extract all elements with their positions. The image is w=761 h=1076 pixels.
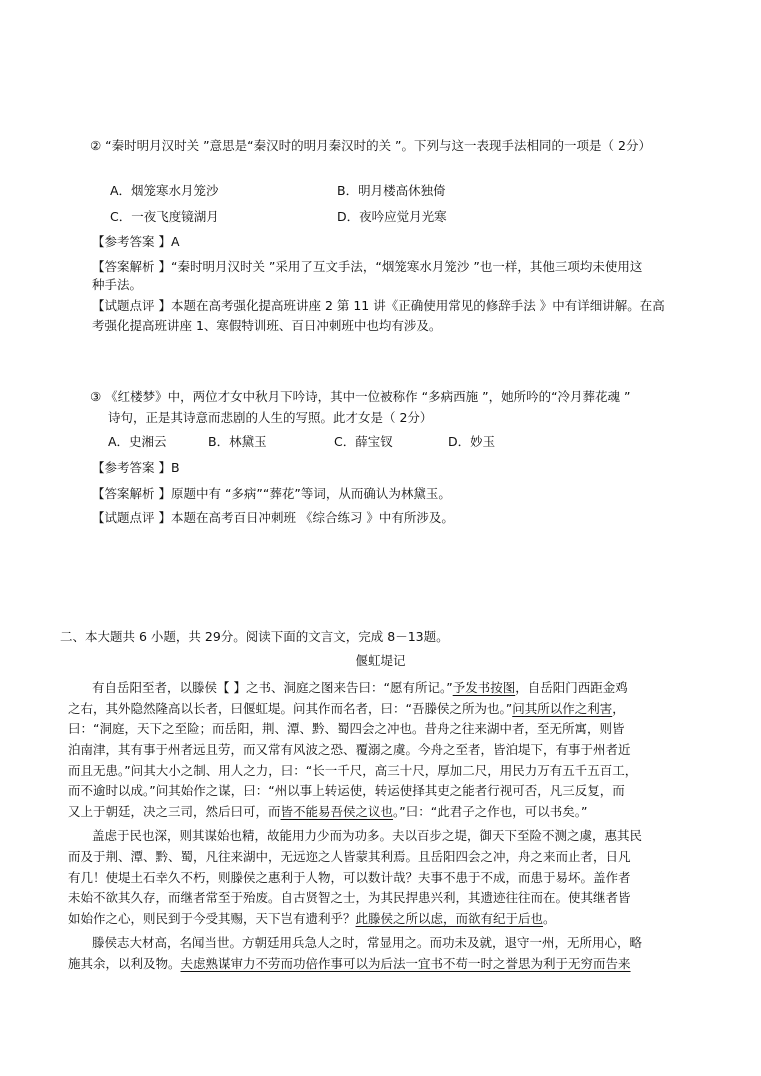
- q3-option-c: C．薛宝钗: [334, 434, 393, 449]
- q2-option-b: B．明月楼高休独倚: [337, 183, 446, 198]
- q2-stem: ② “秦时明月汉时关 ”意思是“秦汉时的明月秦汉时的关 ”。下列与这一表现手法相同的一项是（ 2分）: [90, 138, 651, 153]
- q3-analysis: 【答案解析 】原题中有 “多病”“葬花”等词，从而确认为林黛玉。: [92, 486, 451, 501]
- underlined-phrase: 皆不能易吾侯之议也: [280, 804, 394, 819]
- passage-line: 盖虑于民也深，则其谋始也精，故能用力少而为功多。夫以百步之堤，御天下至险不测之虞，惠其民: [92, 828, 643, 843]
- passage-line: 而及于荆、潭、黔、蜀，凡往来湖中，无远迩之人皆蒙其利焉。且岳阳四会之冲，舟之来而止者，日凡: [68, 849, 631, 864]
- q2-option-a: A．烟笼寒水月笼沙: [110, 183, 219, 198]
- underlined-phrase: 夫虑熟谋审力不劳而功倍作事可以为后法一宜书不苟一时之誉思为利于无穷而告来: [180, 956, 631, 971]
- passage-line: 有几！使堤土石幸久不朽，则滕侯之惠利于人物，可以数计哉？夫事不患于不成，而患于易坏。盖作者: [68, 870, 631, 885]
- q3-stem-line-1: ③ 《红楼梦》中，两位才女中秋月下吟诗，其中一位被称作 “多病西施 ”，她所吟的“冷月葬花魂 ”: [90, 389, 631, 404]
- passage-line: 曰：“洞庭，天下之至险；而岳阳，荆、潭、黔、蜀四会之冲也。昔舟之往来湖中者，至无所寓，则皆: [68, 721, 625, 736]
- underlined-phrase: 予发书按图: [452, 680, 516, 695]
- passage-line: 泊南津，其有事于州者远且劳，而又常有风波之恐、覆溺之虞。今舟之至者，皆泊堤下，有事于州者近: [68, 742, 631, 757]
- q3-stem-line-2: 诗句，正是其诗意而悲剧的人生的写照。此才女是（ 2分）: [108, 410, 433, 425]
- q3-option-b: B．林黛玉: [208, 434, 267, 449]
- passage-title: 偃虹堤记: [355, 653, 406, 668]
- q2-comment-line-1: 【试题点评 】本题在高考强化提高班讲座 2 第 11 讲《正确使用常见的修辞手法 》中有详细讲解。在高: [92, 298, 665, 313]
- passage-line: 未始不欲其久存，而继者常至于殆废。自古贤智之士，为其民捍患兴利，其遗迹往往而在。使其继者皆: [68, 890, 631, 905]
- passage-line: 而且无患。”问其大小之制、用人之力，曰：“长一千尺，高三十尺，厚加二尺，用民力万有五千五百工，: [68, 763, 638, 778]
- q2-option-c: C．一夜飞度镜湖月: [110, 209, 219, 224]
- q2-analysis-line-1: 【答案解析 】“秦时明月汉时关 ”采用了互文手法，“烟笼寒水月笼沙 ”也一样，其他三项均未使用这: [92, 259, 643, 274]
- q2-analysis-line-2: 种手法。: [92, 277, 143, 292]
- q3-option-d: D．妙玉: [448, 434, 496, 449]
- passage-line: 施其余，以利及物。夫虑熟谋审力不劳而功倍作事可以为后法一宜书不苟一时之誉思为利于无穷而告来: [68, 956, 631, 971]
- q3-options-row: [108, 434, 495, 450]
- passage-line: 又上于朝廷，决之三司，然后曰可，而皆不能易吾侯之议也。”曰：“此君子之作也，可以书矣。”: [68, 804, 588, 819]
- q2-option-d: D．夜吟应觉月光寒: [337, 209, 447, 224]
- q2-answer: 【参考答案 】A: [92, 234, 180, 249]
- q2-options-row-2: [110, 209, 447, 225]
- section-heading: 二、本大题共 6 小题，共 29分。阅读下面的文言文，完成 8－13题。: [60, 629, 449, 644]
- passage-line: 如始作之心，则民到于今受其赐，天下岂有遗利乎？此滕侯之所以虑，而欲有纪于后也。: [68, 911, 556, 926]
- passage-line: 有自岳阳至者，以滕侯【 】之书、洞庭之图来告曰：“愿有所记。”予发书按图，自岳阳门西距金鸡: [92, 680, 628, 695]
- q2-options-row-1: [110, 183, 446, 199]
- q2-comment-line-2: 考强化提高班讲座 1、寒假特训班、百日冲刺班中也均有涉及。: [92, 318, 442, 333]
- passage-line: 滕侯志大材高，名闻当世。方朝廷用兵急人之时，常显用之。而功未及就，退守一州，无所用心，略: [92, 935, 643, 950]
- passage-line: 之右，其外隐然隆高以长者，曰偃虹堤。问其作而名者，曰：“吾滕侯之所为也。”问其所以作之利害，: [68, 701, 625, 716]
- underlined-phrase: 此滕侯之所以虑，而欲有纪于后也: [355, 911, 544, 926]
- q3-answer: 【参考答案 】B: [92, 460, 180, 475]
- q3-comment: 【试题点评 】本题在高考百日冲刺班 《综合练习 》中有所涉及。: [92, 510, 454, 525]
- q3-option-a: A．史湘云: [108, 434, 167, 449]
- passage-line: 而不逾时以成。”问其始作之谋，曰：“州以事上转运使，转运使择其吏之能者行视可否，凡三反复，而: [68, 783, 625, 798]
- underlined-phrase: 问其所以作之利害: [512, 701, 613, 716]
